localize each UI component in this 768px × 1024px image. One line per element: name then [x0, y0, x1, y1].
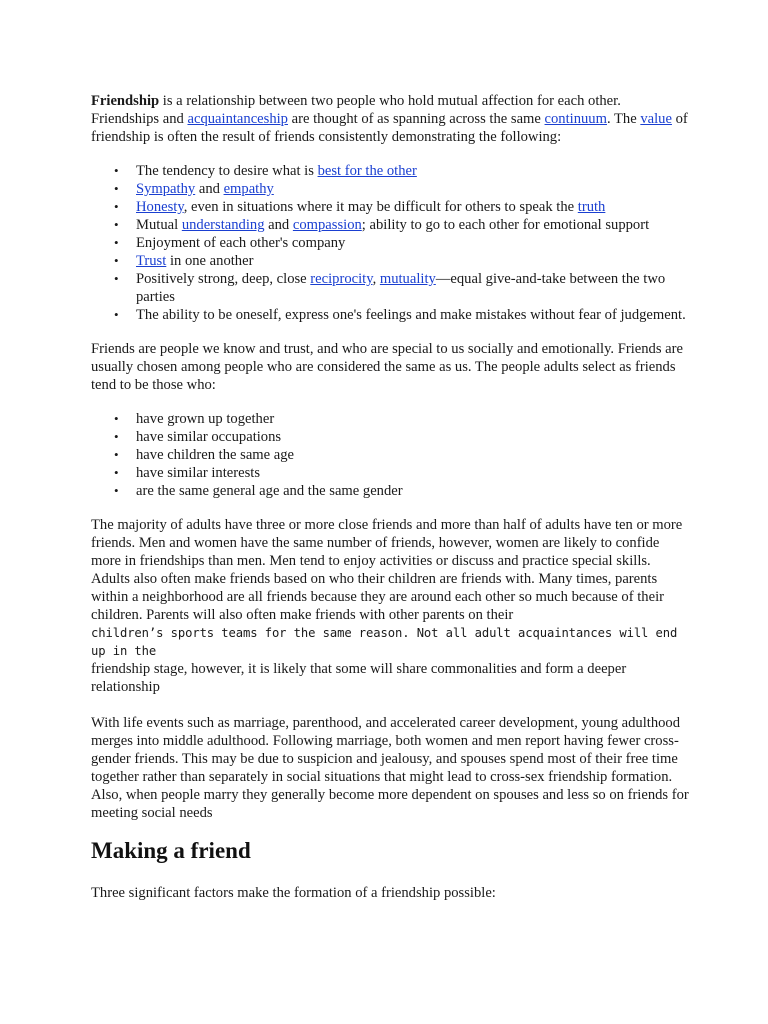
link-best-for-the-other[interactable]: best for the other: [317, 163, 417, 179]
section-heading: Making a friend: [91, 838, 251, 863]
link-trust[interactable]: Trust: [136, 253, 167, 269]
list-item: • are the same general age and the same gender: [136, 482, 691, 500]
link-truth[interactable]: truth: [577, 199, 606, 215]
link-empathy[interactable]: empathy: [223, 181, 274, 197]
list-item: • have similar interests: [136, 464, 691, 482]
list-item: • The tendency to desire what is best for the other: [136, 162, 691, 180]
link-mutuality[interactable]: mutuality: [379, 271, 436, 287]
link-compassion[interactable]: compassion: [292, 217, 362, 233]
friends-paragraph: Friends are people we know and trust, and who are special to us socially and emotionally. Friends are usually chosen among people who are considered the same as us. The people adults select as friends tend to be those who:: [91, 341, 683, 393]
document-page: [91, 92, 691, 902]
list-item: • Sympathy and empathy: [136, 180, 691, 198]
link-continuum[interactable]: continuum: [544, 111, 607, 127]
link-sympathy[interactable]: Sympathy: [136, 181, 196, 197]
list-item: • The ability to be oneself, express one's feelings and make mistakes without fear of judgement.: [136, 306, 691, 324]
link-acquaintanceship[interactable]: acquaintanceship: [187, 111, 288, 127]
link-honesty[interactable]: Honesty: [136, 199, 184, 215]
adult-friends-list: [91, 410, 691, 500]
link-value[interactable]: value: [640, 111, 672, 127]
list-item: • Enjoyment of each other's company: [136, 234, 691, 252]
list-item: • have grown up together: [136, 410, 691, 428]
list-item: • have similar occupations: [136, 428, 691, 446]
life-events-paragraph: With life events such as marriage, parenthood, and accelerated career development, young adulthood merges into middle adulthood. Following marriage, both women and men report having fewer cross-gender friends. This may be due to suspicion and jealousy, and spouses spend most of their free time together rather than separately in social situations that might lead to cross-sex friendship formation. Also, when people marry they generally become more dependent on spouses and less so on friends for meeting social needs: [91, 715, 689, 821]
intro-paragraph: Friendship is a relationship between two people who hold mutual affection for each other. Friendships and acquaintanceship are thought of as spanning across the same continuum. The value of friendship is often the result of friends consistently demonstrating the following:: [91, 93, 688, 145]
term-friendship: Friendship: [91, 93, 160, 109]
list-item: • Honesty, even in situations where it may be difficult for others to speak the truth: [136, 198, 691, 216]
list-item: • Mutual understanding and compassion; ability to go to each other for emotional support: [136, 216, 691, 234]
adults-paragraph: The majority of adults have three or more close friends and more than half of adults have ten or more friends. Men and women have the same number of friends, however, women are likely to confide more in friendships than men. Men tend to enjoy activities or discuss and practice special skills. Adults also often make friends based on who their children are friends with. Many times, parents within a neighborhood are all friends because they are around each other so much because of their children. Parents will also often make friends with other parents on their children’s sports teams for the same reason. Not all adult acquaintances will end up in the friendship stage, however, it is likely that some will share commonalities and form a deeper relationship: [91, 517, 683, 695]
link-understanding[interactable]: understanding: [181, 217, 265, 233]
list-item: • have children the same age: [136, 446, 691, 464]
list-item: • Positively strong, deep, close reciprocity, mutuality—equal give-and-take between the two parties: [136, 270, 691, 306]
list-item: • Trust in one another: [136, 252, 691, 270]
factors-paragraph: Three significant factors make the formation of a friendship possible:: [91, 885, 496, 901]
link-reciprocity[interactable]: reciprocity: [310, 271, 373, 287]
qualities-list: [91, 162, 691, 324]
